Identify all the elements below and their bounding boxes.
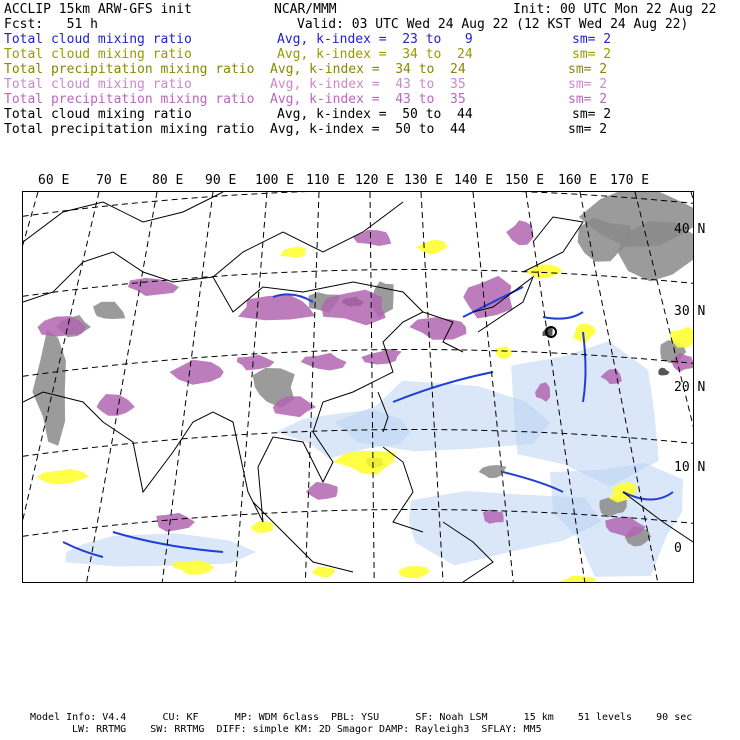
field-sm: sm= 2 bbox=[572, 47, 612, 62]
field-name: Total cloud mixing ratio bbox=[4, 47, 192, 62]
purple-precip-area bbox=[306, 482, 338, 500]
field-name: Total precipitation mixing ratio bbox=[4, 62, 255, 77]
longitude-label: 130 E bbox=[404, 173, 444, 188]
forecast-hour: Fcst: 51 h bbox=[4, 17, 98, 32]
model-info-line1: Model Info: V4.4 CU: KF MP: WDM 6class PBL: YSU SF: Noah LSM 15 km 51 levels 90 sec bbox=[30, 712, 693, 723]
purple-precip-area bbox=[97, 394, 135, 416]
model-info-line2: LW: RRTMG SW: RRTMG DIFF: simple KM: 2D Smagor DAMP: Rayleigh3 SFLAY: MM5 bbox=[72, 724, 542, 735]
field-avg: Avg, k-index = 34 to 24 bbox=[270, 62, 466, 77]
purple-precip-area bbox=[361, 349, 401, 365]
gray-cloud-area bbox=[93, 302, 125, 319]
yellow-cloud-area bbox=[312, 567, 335, 578]
longitude-label: 110 E bbox=[306, 173, 346, 188]
field-avg: Avg, k-index = 34 to 24 bbox=[277, 47, 473, 62]
longitude-label: 120 E bbox=[355, 173, 395, 188]
longitude-label: 170 E bbox=[610, 173, 650, 188]
institution-label: NCAR/MMM bbox=[274, 2, 337, 17]
purple-precip-area bbox=[156, 513, 195, 532]
yellow-cloud-area bbox=[398, 566, 430, 578]
gray-cloud-area bbox=[32, 330, 66, 446]
light-blue-cloud-area bbox=[65, 533, 256, 566]
longitude-label: 60 E bbox=[38, 173, 70, 188]
field-sm: sm= 2 bbox=[572, 32, 612, 47]
yellow-cloud-area bbox=[525, 264, 562, 278]
map-canvas bbox=[23, 192, 693, 582]
field-name: Total precipitation mixing ratio bbox=[4, 92, 255, 107]
field-sm: sm= 2 bbox=[568, 122, 608, 137]
latitude-label: 20 N bbox=[674, 380, 706, 395]
longitude-label: 100 E bbox=[255, 173, 295, 188]
model-title: ACCLIP 15km ARW-GFS init bbox=[4, 2, 192, 17]
field-name: Total cloud mixing ratio bbox=[4, 32, 192, 47]
purple-precip-area bbox=[170, 360, 224, 385]
longitude-label: 160 E bbox=[558, 173, 598, 188]
dark-cloud-core bbox=[658, 368, 669, 376]
yellow-cloud-area bbox=[559, 576, 596, 582]
longitude-label: 150 E bbox=[505, 173, 545, 188]
field-avg: Avg, k-index = 43 to 35 bbox=[270, 92, 466, 107]
purple-precip-area bbox=[301, 353, 347, 371]
light-blue-cloud-area bbox=[277, 409, 411, 458]
coastline bbox=[253, 502, 353, 572]
longitude-gridline bbox=[370, 192, 374, 582]
field-name: Total cloud mixing ratio bbox=[4, 107, 192, 122]
latitude-label: 40 N bbox=[674, 222, 706, 237]
longitude-label: 80 E bbox=[152, 173, 184, 188]
coastline bbox=[523, 217, 583, 272]
valid-time: Valid: 03 UTC Wed 24 Aug 22 (12 KST Wed 24 Aug 22) bbox=[297, 17, 689, 32]
field-avg: Avg, k-index = 50 to 44 bbox=[277, 107, 473, 122]
latitude-label: 0 bbox=[674, 541, 682, 556]
coastline bbox=[23, 192, 223, 242]
init-time: Init: 00 UTC Mon 22 Aug 22 bbox=[513, 2, 717, 17]
longitude-label: 140 E bbox=[454, 173, 494, 188]
purple-precip-area bbox=[237, 355, 275, 371]
field-sm: sm= 2 bbox=[568, 62, 608, 77]
longitude-label: 90 E bbox=[205, 173, 237, 188]
yellow-cloud-area bbox=[251, 521, 273, 533]
latitude-label: 30 N bbox=[674, 304, 706, 319]
longitude-gridline bbox=[87, 192, 157, 582]
purple-precip-area bbox=[506, 220, 533, 245]
longitude-label: 70 E bbox=[96, 173, 128, 188]
longitude-gridline bbox=[305, 192, 319, 582]
field-name: Total precipitation mixing ratio bbox=[4, 122, 255, 137]
weather-map bbox=[22, 191, 694, 583]
field-sm: sm= 2 bbox=[568, 77, 608, 92]
yellow-cloud-area bbox=[495, 346, 512, 359]
yellow-cloud-area bbox=[280, 246, 306, 257]
field-sm: sm= 2 bbox=[568, 92, 608, 107]
yellow-cloud-area bbox=[573, 323, 596, 342]
field-sm: sm= 2 bbox=[572, 107, 612, 122]
yellow-cloud-area bbox=[416, 240, 448, 254]
latitude-label: 10 N bbox=[674, 460, 706, 475]
purple-precip-area bbox=[409, 317, 466, 340]
field-name: Total cloud mixing ratio bbox=[4, 77, 192, 92]
purple-precip-area bbox=[353, 230, 391, 246]
field-avg: Avg, k-index = 43 to 35 bbox=[270, 77, 466, 92]
purple-precip-area bbox=[128, 278, 179, 296]
yellow-cloud-area bbox=[37, 469, 89, 485]
field-avg: Avg, k-index = 50 to 44 bbox=[270, 122, 466, 137]
field-avg: Avg, k-index = 23 to 9 bbox=[277, 32, 473, 47]
blue-cloud-streak bbox=[543, 312, 583, 319]
